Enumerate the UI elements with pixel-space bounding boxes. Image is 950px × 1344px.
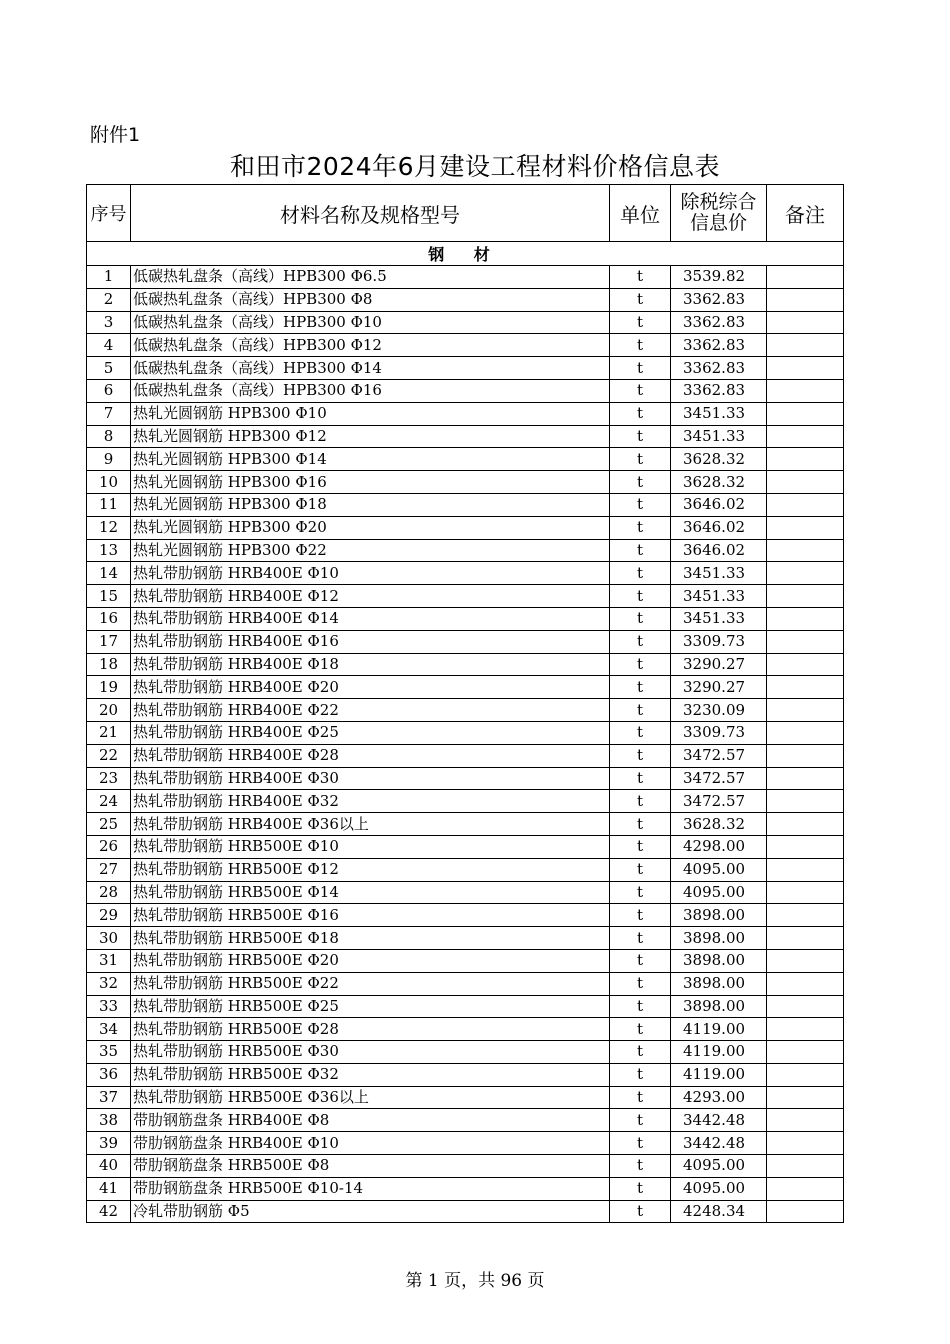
cell-note [767, 493, 844, 516]
table-row [87, 379, 844, 402]
cell-price: 4119.00 [671, 1063, 767, 1086]
cell-seq: 25 [87, 813, 131, 836]
cell-name: 热轧光圆钢筋 HPB300 Φ20 [131, 516, 610, 539]
cell-unit: t [610, 835, 671, 858]
cell-price: 3472.57 [671, 790, 767, 813]
cell-unit: t [610, 357, 671, 380]
table-row [87, 972, 844, 995]
table-row [87, 425, 844, 448]
cell-unit: t [610, 813, 671, 836]
cell-unit: t [610, 1155, 671, 1178]
cell-note [767, 266, 844, 289]
table-row [87, 1063, 844, 1086]
cell-price: 4119.00 [671, 1041, 767, 1064]
table-row [87, 1018, 844, 1041]
cell-name: 热轧光圆钢筋 HPB300 Φ14 [131, 448, 610, 471]
table-row [87, 1200, 844, 1223]
table-row [87, 904, 844, 927]
cell-note [767, 630, 844, 653]
cell-unit: t [610, 266, 671, 289]
cell-name: 热轧带肋钢筋 HRB500E Φ25 [131, 995, 610, 1018]
cell-seq: 38 [87, 1109, 131, 1132]
table-row [87, 1109, 844, 1132]
cell-unit: t [610, 607, 671, 630]
table-row [87, 721, 844, 744]
table-row [87, 676, 844, 699]
cell-note [767, 471, 844, 494]
cell-seq: 31 [87, 949, 131, 972]
cell-seq: 41 [87, 1177, 131, 1200]
cell-price: 3539.82 [671, 266, 767, 289]
cell-unit: t [610, 653, 671, 676]
cell-seq: 30 [87, 927, 131, 950]
cell-seq: 3 [87, 311, 131, 334]
cell-unit: t [610, 1041, 671, 1064]
cell-note [767, 1018, 844, 1041]
cell-unit: t [610, 676, 671, 699]
cell-unit: t [610, 699, 671, 722]
cell-note [767, 288, 844, 311]
cell-seq: 22 [87, 744, 131, 767]
cell-unit: t [610, 402, 671, 425]
cell-price: 3628.32 [671, 813, 767, 836]
table-row [87, 1041, 844, 1064]
cell-name: 热轧带肋钢筋 HRB400E Φ25 [131, 721, 610, 744]
cell-seq: 11 [87, 493, 131, 516]
cell-price: 4095.00 [671, 1177, 767, 1200]
table-row [87, 493, 844, 516]
cell-name: 带肋钢筋盘条 HRB400E Φ8 [131, 1109, 610, 1132]
cell-name: 热轧带肋钢筋 HRB500E Φ14 [131, 881, 610, 904]
cell-unit: t [610, 1086, 671, 1109]
cell-seq: 32 [87, 972, 131, 995]
cell-note [767, 904, 844, 927]
cell-seq: 8 [87, 425, 131, 448]
cell-seq: 15 [87, 585, 131, 608]
cell-price: 3451.33 [671, 607, 767, 630]
cell-note [767, 425, 844, 448]
cell-seq: 5 [87, 357, 131, 380]
page-title: 和田市2024年6月建设工程材料价格信息表 [229, 152, 721, 181]
cell-note [767, 767, 844, 790]
cell-price: 3628.32 [671, 471, 767, 494]
cell-seq: 18 [87, 653, 131, 676]
cell-seq: 24 [87, 790, 131, 813]
cell-note [767, 972, 844, 995]
cell-price: 3898.00 [671, 972, 767, 995]
section-row [87, 242, 844, 266]
cell-note [767, 744, 844, 767]
cell-note [767, 607, 844, 630]
cell-unit: t [610, 881, 671, 904]
cell-seq: 21 [87, 721, 131, 744]
cell-seq: 2 [87, 288, 131, 311]
cell-seq: 12 [87, 516, 131, 539]
cell-unit: t [610, 904, 671, 927]
cell-seq: 27 [87, 858, 131, 881]
cell-price: 3628.32 [671, 448, 767, 471]
cell-price: 3898.00 [671, 904, 767, 927]
table-row [87, 562, 844, 585]
cell-name: 热轧带肋钢筋 HRB500E Φ18 [131, 927, 610, 950]
cell-price: 3442.48 [671, 1109, 767, 1132]
cell-unit: t [610, 630, 671, 653]
table-row [87, 334, 844, 357]
cell-seq: 13 [87, 539, 131, 562]
cell-price: 3898.00 [671, 995, 767, 1018]
header-price-line2: 信息价 [689, 212, 747, 234]
cell-name: 带肋钢筋盘条 HRB400E Φ10 [131, 1132, 610, 1155]
cell-seq: 34 [87, 1018, 131, 1041]
price-table [86, 184, 844, 1223]
cell-name: 低碳热轧盘条（高线）HPB300 Φ12 [131, 334, 610, 357]
cell-price: 3472.57 [671, 744, 767, 767]
cell-note [767, 881, 844, 904]
cell-name: 热轧带肋钢筋 HRB400E Φ32 [131, 790, 610, 813]
cell-name: 热轧光圆钢筋 HPB300 Φ16 [131, 471, 610, 494]
cell-unit: t [610, 949, 671, 972]
cell-price: 3898.00 [671, 949, 767, 972]
cell-price: 3290.27 [671, 676, 767, 699]
cell-name: 热轧带肋钢筋 HRB400E Φ16 [131, 630, 610, 653]
cell-unit: t [610, 585, 671, 608]
cell-unit: t [610, 1177, 671, 1200]
table-row [87, 1177, 844, 1200]
cell-seq: 37 [87, 1086, 131, 1109]
cell-price: 3646.02 [671, 516, 767, 539]
cell-note [767, 1200, 844, 1223]
cell-price: 4248.34 [671, 1200, 767, 1223]
cell-unit: t [610, 539, 671, 562]
cell-name: 热轧带肋钢筋 HRB500E Φ16 [131, 904, 610, 927]
cell-name: 热轧带肋钢筋 HRB400E Φ36以上 [131, 813, 610, 836]
cell-unit: t [610, 334, 671, 357]
cell-price: 3451.33 [671, 402, 767, 425]
table-row [87, 357, 844, 380]
table-row [87, 927, 844, 950]
cell-note [767, 927, 844, 950]
cell-unit: t [610, 790, 671, 813]
cell-unit: t [610, 471, 671, 494]
cell-name: 热轧带肋钢筋 HRB400E Φ18 [131, 653, 610, 676]
cell-seq: 33 [87, 995, 131, 1018]
cell-name: 低碳热轧盘条（高线）HPB300 Φ8 [131, 288, 610, 311]
table-row [87, 630, 844, 653]
cell-name: 热轧带肋钢筋 HRB500E Φ10 [131, 835, 610, 858]
page-footer: 第 1 页，共 96 页 [405, 1271, 545, 1291]
cell-price: 3290.27 [671, 653, 767, 676]
cell-unit: t [610, 744, 671, 767]
cell-price: 4095.00 [671, 1155, 767, 1178]
cell-name: 热轧带肋钢筋 HRB400E Φ20 [131, 676, 610, 699]
cell-price: 3230.09 [671, 699, 767, 722]
cell-price: 3362.83 [671, 357, 767, 380]
cell-note [767, 516, 844, 539]
cell-seq: 28 [87, 881, 131, 904]
cell-name: 带肋钢筋盘条 HRB500E Φ8 [131, 1155, 610, 1178]
cell-unit: t [610, 995, 671, 1018]
cell-name: 带肋钢筋盘条 HRB500E Φ10-14 [131, 1177, 610, 1200]
table-row [87, 607, 844, 630]
table-row [87, 1155, 844, 1178]
cell-name: 热轧带肋钢筋 HRB400E Φ12 [131, 585, 610, 608]
cell-price: 3362.83 [671, 311, 767, 334]
table-row [87, 288, 844, 311]
cell-seq: 40 [87, 1155, 131, 1178]
table-row [87, 767, 844, 790]
cell-seq: 1 [87, 266, 131, 289]
cell-unit: t [610, 927, 671, 950]
cell-note [767, 995, 844, 1018]
cell-name: 热轧光圆钢筋 HPB300 Φ22 [131, 539, 610, 562]
cell-seq: 35 [87, 1041, 131, 1064]
cell-note [767, 653, 844, 676]
cell-note [767, 1109, 844, 1132]
table-row [87, 585, 844, 608]
cell-price: 4298.00 [671, 835, 767, 858]
cell-price: 4095.00 [671, 881, 767, 904]
attachment-label: 附件1 [90, 124, 141, 146]
cell-unit: t [610, 516, 671, 539]
cell-note [767, 357, 844, 380]
cell-unit: t [610, 288, 671, 311]
cell-price: 3472.57 [671, 767, 767, 790]
table-row [87, 744, 844, 767]
cell-seq: 16 [87, 607, 131, 630]
cell-seq: 4 [87, 334, 131, 357]
cell-name: 低碳热轧盘条（高线）HPB300 Φ16 [131, 379, 610, 402]
table-row [87, 539, 844, 562]
cell-seq: 10 [87, 471, 131, 494]
cell-seq: 26 [87, 835, 131, 858]
cell-name: 热轧带肋钢筋 HRB400E Φ22 [131, 699, 610, 722]
cell-unit: t [610, 858, 671, 881]
cell-seq: 39 [87, 1132, 131, 1155]
cell-seq: 36 [87, 1063, 131, 1086]
cell-note [767, 699, 844, 722]
section-title: 钢 材 [87, 242, 844, 266]
cell-note [767, 1132, 844, 1155]
cell-unit: t [610, 767, 671, 790]
cell-unit: t [610, 493, 671, 516]
table-row [87, 835, 844, 858]
cell-price: 3442.48 [671, 1132, 767, 1155]
cell-seq: 14 [87, 562, 131, 585]
cell-name: 低碳热轧盘条（高线）HPB300 Φ6.5 [131, 266, 610, 289]
cell-unit: t [610, 1109, 671, 1132]
cell-name: 热轧带肋钢筋 HRB500E Φ36以上 [131, 1086, 610, 1109]
cell-name: 热轧带肋钢筋 HRB500E Φ32 [131, 1063, 610, 1086]
table-row [87, 266, 844, 289]
cell-price: 3451.33 [671, 562, 767, 585]
cell-name: 热轧带肋钢筋 HRB500E Φ30 [131, 1041, 610, 1064]
header-price [671, 185, 767, 242]
cell-name: 热轧带肋钢筋 HRB500E Φ12 [131, 858, 610, 881]
cell-note [767, 1177, 844, 1200]
cell-seq: 9 [87, 448, 131, 471]
cell-seq: 17 [87, 630, 131, 653]
cell-price: 3309.73 [671, 721, 767, 744]
cell-note [767, 1086, 844, 1109]
cell-unit: t [610, 425, 671, 448]
header-name: 材料名称及规格型号 [131, 185, 610, 242]
header-unit: 单位 [610, 185, 671, 242]
table-body [87, 242, 844, 1223]
cell-note [767, 379, 844, 402]
cell-unit: t [610, 721, 671, 744]
cell-note [767, 790, 844, 813]
cell-note [767, 334, 844, 357]
cell-seq: 29 [87, 904, 131, 927]
header-seq: 序号 [87, 185, 131, 242]
cell-price: 3362.83 [671, 379, 767, 402]
table-row [87, 516, 844, 539]
cell-unit: t [610, 379, 671, 402]
table-row [87, 858, 844, 881]
cell-seq: 19 [87, 676, 131, 699]
cell-price: 3451.33 [671, 425, 767, 448]
table-row [87, 1132, 844, 1155]
table-row [87, 448, 844, 471]
cell-unit: t [610, 1018, 671, 1041]
cell-note [767, 835, 844, 858]
cell-seq: 20 [87, 699, 131, 722]
cell-note [767, 949, 844, 972]
cell-price: 3451.33 [671, 585, 767, 608]
cell-price: 3362.83 [671, 288, 767, 311]
cell-unit: t [610, 311, 671, 334]
cell-price: 3646.02 [671, 539, 767, 562]
table-row [87, 813, 844, 836]
cell-unit: t [610, 1200, 671, 1223]
cell-note [767, 1041, 844, 1064]
table-row [87, 790, 844, 813]
cell-seq: 7 [87, 402, 131, 425]
cell-seq: 23 [87, 767, 131, 790]
header-price-line1: 除税综合 [680, 191, 757, 213]
header-note: 备注 [767, 185, 844, 242]
cell-name: 热轧光圆钢筋 HPB300 Φ12 [131, 425, 610, 448]
cell-price: 3898.00 [671, 927, 767, 950]
table-header-row [87, 185, 844, 242]
table-row [87, 1086, 844, 1109]
cell-unit: t [610, 1063, 671, 1086]
cell-note [767, 858, 844, 881]
cell-name: 低碳热轧盘条（高线）HPB300 Φ14 [131, 357, 610, 380]
table-row [87, 995, 844, 1018]
cell-unit: t [610, 448, 671, 471]
cell-name: 热轧带肋钢筋 HRB400E Φ30 [131, 767, 610, 790]
cell-price: 3309.73 [671, 630, 767, 653]
cell-name: 热轧带肋钢筋 HRB500E Φ22 [131, 972, 610, 995]
table-row [87, 699, 844, 722]
cell-name: 热轧带肋钢筋 HRB500E Φ28 [131, 1018, 610, 1041]
cell-unit: t [610, 1132, 671, 1155]
cell-note [767, 813, 844, 836]
cell-note [767, 562, 844, 585]
table-row [87, 471, 844, 494]
cell-note [767, 676, 844, 699]
cell-name: 热轧带肋钢筋 HRB400E Φ14 [131, 607, 610, 630]
cell-note [767, 1155, 844, 1178]
cell-name: 热轧带肋钢筋 HRB400E Φ10 [131, 562, 610, 585]
table-row [87, 881, 844, 904]
cell-name: 冷轧带肋钢筋 Φ5 [131, 1200, 610, 1223]
cell-note [767, 585, 844, 608]
cell-name: 热轧带肋钢筋 HRB400E Φ28 [131, 744, 610, 767]
table-row [87, 402, 844, 425]
cell-note [767, 311, 844, 334]
cell-note [767, 539, 844, 562]
table-row [87, 949, 844, 972]
cell-unit: t [610, 972, 671, 995]
cell-unit: t [610, 562, 671, 585]
table-row [87, 311, 844, 334]
cell-note [767, 402, 844, 425]
table-row [87, 653, 844, 676]
cell-note [767, 1063, 844, 1086]
cell-name: 热轧光圆钢筋 HPB300 Φ10 [131, 402, 610, 425]
cell-price: 3646.02 [671, 493, 767, 516]
cell-price: 4293.00 [671, 1086, 767, 1109]
cell-seq: 6 [87, 379, 131, 402]
cell-name: 热轧带肋钢筋 HRB500E Φ20 [131, 949, 610, 972]
cell-price: 4119.00 [671, 1018, 767, 1041]
cell-note [767, 721, 844, 744]
cell-note [767, 448, 844, 471]
cell-name: 热轧光圆钢筋 HPB300 Φ18 [131, 493, 610, 516]
cell-seq: 42 [87, 1200, 131, 1223]
cell-name: 低碳热轧盘条（高线）HPB300 Φ10 [131, 311, 610, 334]
cell-price: 3362.83 [671, 334, 767, 357]
cell-price: 4095.00 [671, 858, 767, 881]
